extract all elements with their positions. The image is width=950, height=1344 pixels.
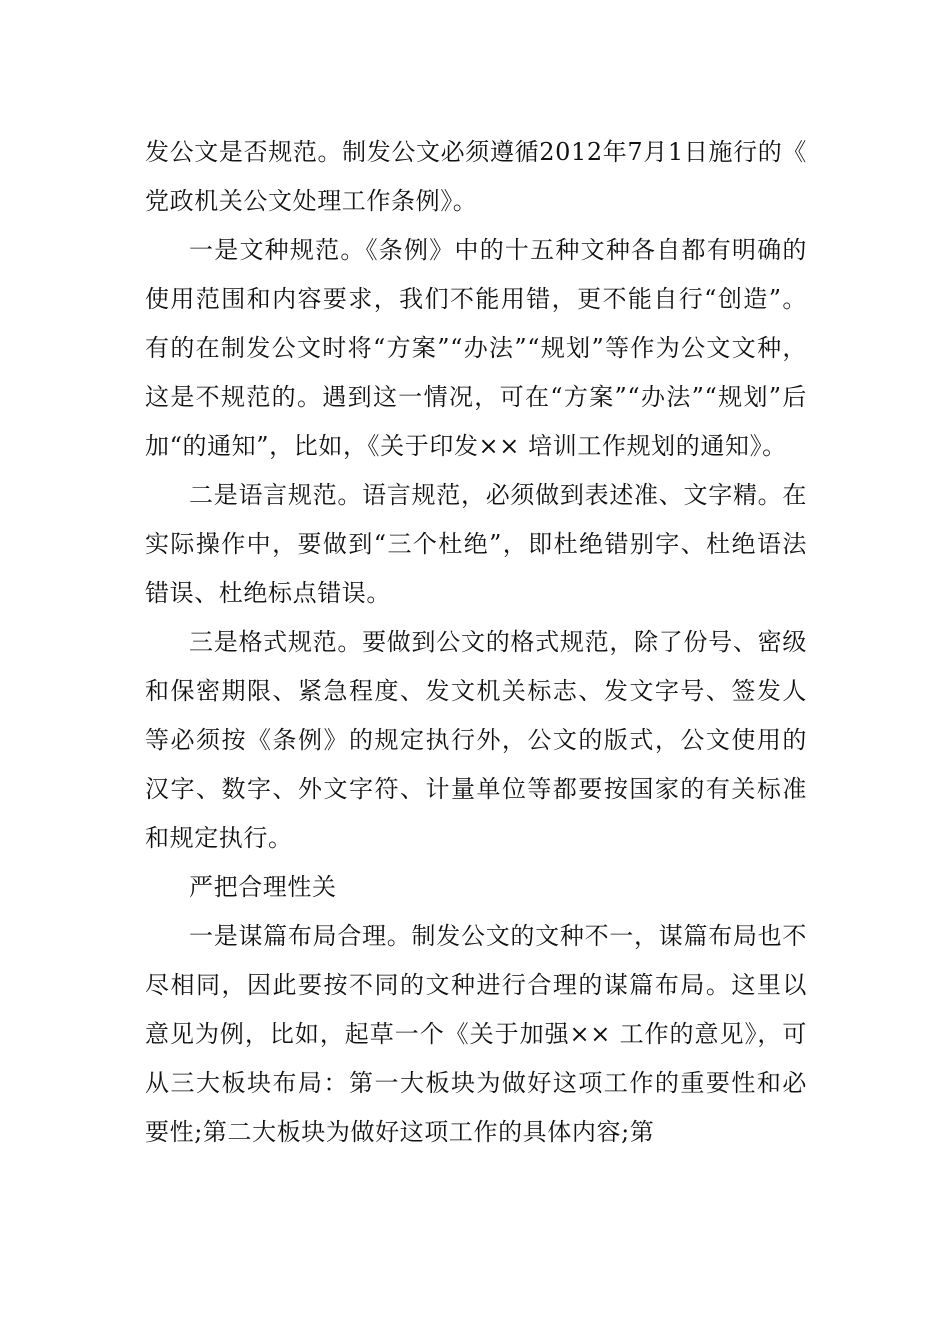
section-heading-rationality: 严把合理性关 <box>189 873 337 901</box>
paragraph-language-standard: 二是语言规范。语言规范，必须做到表述准、文字精。在实际操作中，要做到“三个杜绝”，即杜绝错别字、杜绝语法错误、杜绝标点错误。 <box>145 481 807 607</box>
paragraph-layout-rational: 一是谋篇布局合理。制发公文的文种不一，谋篇布局也不尽相同，因此要按不同的文种进行合理的谋篇布局。这里以意见为例，比如，起草一个《关于加强×× 工作的意见》，可从三大板块布局：第一大板块为做好这项工作的重要性和必要性;第二大板块为做好这项工作的具体内容;第 <box>145 922 807 1146</box>
paragraph-genre-standard: 一是文种规范。《条例》中的十五种文种各自都有明确的使用范围和内容要求，我们不能用错，更不能自行“创造”。有的在制发公文时将“方案”“办法”“规划”等作为公文文种，这是不规范的。遇到这一情况，可在“方案”“办法”“规划”后加“的通知”，比如，《关于印发×× 培训工作规划的通知》。 <box>145 236 807 460</box>
paragraph-continuation: 发公文是否规范。制发公文必须遵循2012年7月1日施行的《党政机关公文处理工作条例》。 <box>145 138 807 215</box>
document-body <box>145 128 807 1157</box>
paragraph-format-standard: 三是格式规范。要做到公文的格式规范，除了份号、密级和保密期限、紧急程度、发文机关标志、发文字号、签发人等必须按《条例》的规定执行外，公文的版式，公文使用的汉字、数字、外文字符、计量单位等都要按国家的有关标准和规定执行。 <box>145 628 807 852</box>
